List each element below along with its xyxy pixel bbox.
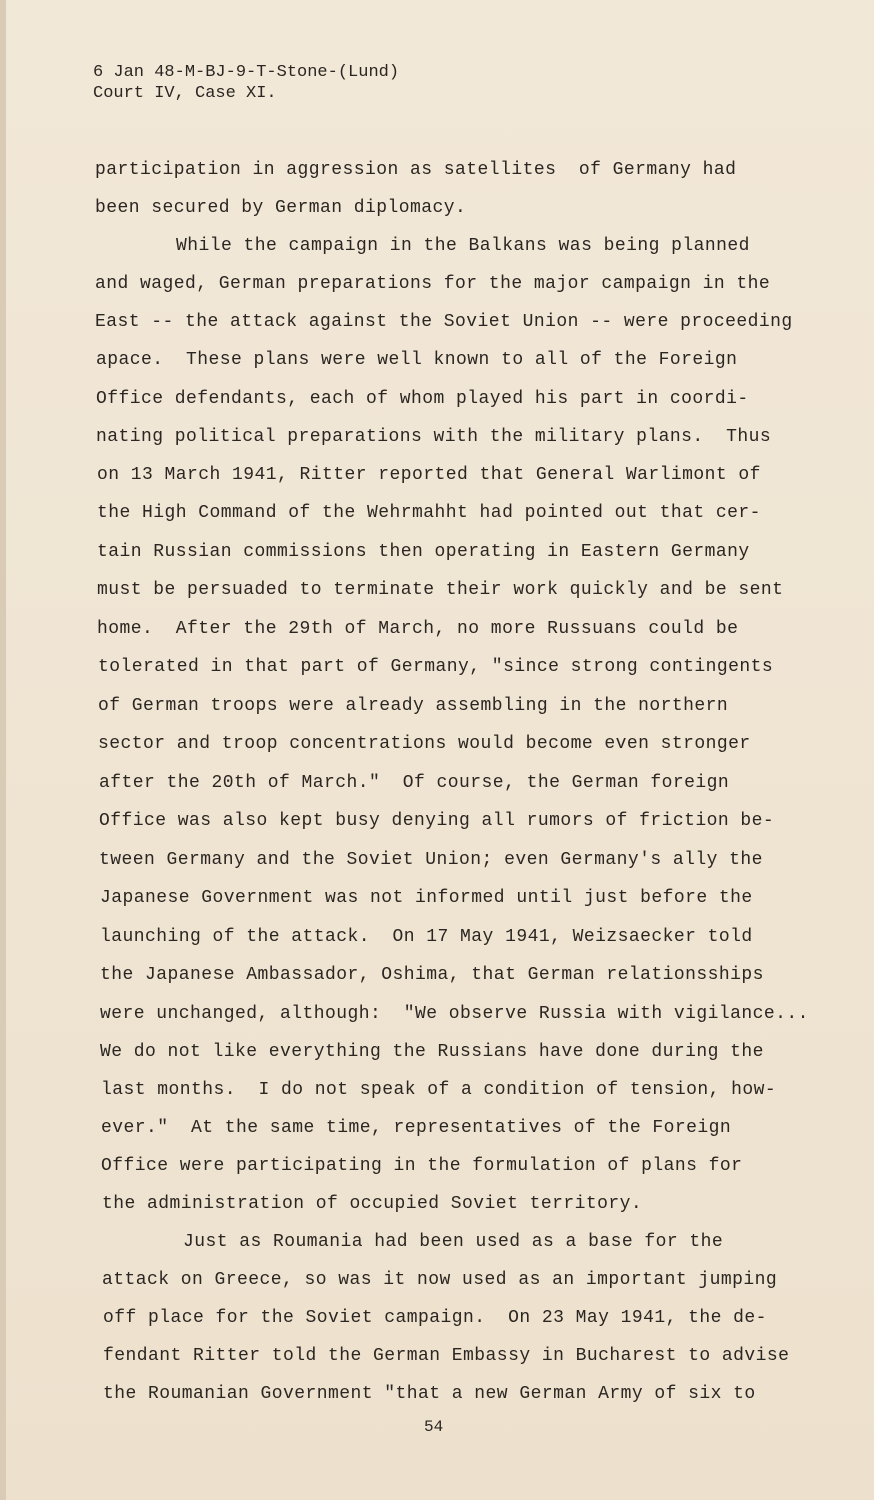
text-line: last months. I do not speak of a condition of tension, how- <box>101 1080 777 1100</box>
text-line: after the 20th of March." Of course, the German foreign <box>99 773 730 793</box>
text-line: and waged, German preparations for the major campaign in the <box>95 274 771 294</box>
text-line: tolerated in that part of Germany, "since strong contingents <box>98 657 774 677</box>
text-line: off place for the Soviet campaign. On 23 May 1941, the de- <box>103 1308 767 1328</box>
text-line: nating political preparations with the military plans. Thus <box>96 427 772 447</box>
header-line-2: Court IV, Case XI. <box>93 84 277 103</box>
text-line: Just as Roumania had been used as a base for the <box>183 1232 724 1252</box>
page-number: 54 <box>424 1418 444 1436</box>
text-line: Japanese Government was not informed until just before the <box>100 888 753 908</box>
text-line: the administration of occupied Soviet territory. <box>102 1194 643 1214</box>
text-line: apace. These plans were well known to all of the Foreign <box>96 350 738 370</box>
header-line-1: 6 Jan 48-M-BJ-9-T-Stone-(Lund) <box>93 63 400 82</box>
text-line: must be persuaded to terminate their work quickly and be sent <box>97 580 784 600</box>
text-line: were unchanged, although: "We observe Russia with vigilance... <box>100 1004 809 1024</box>
text-line: tain Russian commissions then operating in Eastern Germany <box>97 542 750 562</box>
text-line: ever." At the same time, representatives of the Foreign <box>101 1118 732 1138</box>
text-line: been secured by German diplomacy. <box>95 198 467 218</box>
text-line: the Roumanian Government "that a new German Army of six to <box>103 1384 756 1404</box>
text-line: attack on Greece, so was it now used as an important jumping <box>102 1270 778 1290</box>
text-line: launching of the attack. On 17 May 1941, Weizsaecker told <box>100 927 753 947</box>
text-line: Office were participating in the formulation of plans for <box>101 1156 743 1176</box>
text-line: We do not like everything the Russians have done during the <box>100 1042 764 1062</box>
text-line: Office defendants, each of whom played his part in coordi- <box>96 389 749 409</box>
text-line: the Japanese Ambassador, Oshima, that German relationsships <box>100 965 764 985</box>
text-line: sector and troop concentrations would become even stronger <box>98 734 751 754</box>
text-line: home. After the 29th of March, no more Russuans could be <box>97 619 739 639</box>
text-line: the High Command of the Wehrmahht had pointed out that cer- <box>97 503 761 523</box>
text-line: East -- the attack against the Soviet Union -- were proceeding <box>95 312 793 332</box>
text-line: fendant Ritter told the German Embassy in Bucharest to advise <box>103 1346 790 1366</box>
text-line: tween Germany and the Soviet Union; even Germany's ally the <box>99 850 763 870</box>
text-line: Office was also kept busy denying all rumors of friction be- <box>99 811 775 831</box>
text-line: of German troops were already assembling in the northern <box>98 696 729 716</box>
text-line: on 13 March 1941, Ritter reported that General Warlimont of <box>97 465 761 485</box>
text-line: participation in aggression as satellites of Germany had <box>95 160 737 180</box>
text-line: While the campaign in the Balkans was being planned <box>176 236 750 256</box>
